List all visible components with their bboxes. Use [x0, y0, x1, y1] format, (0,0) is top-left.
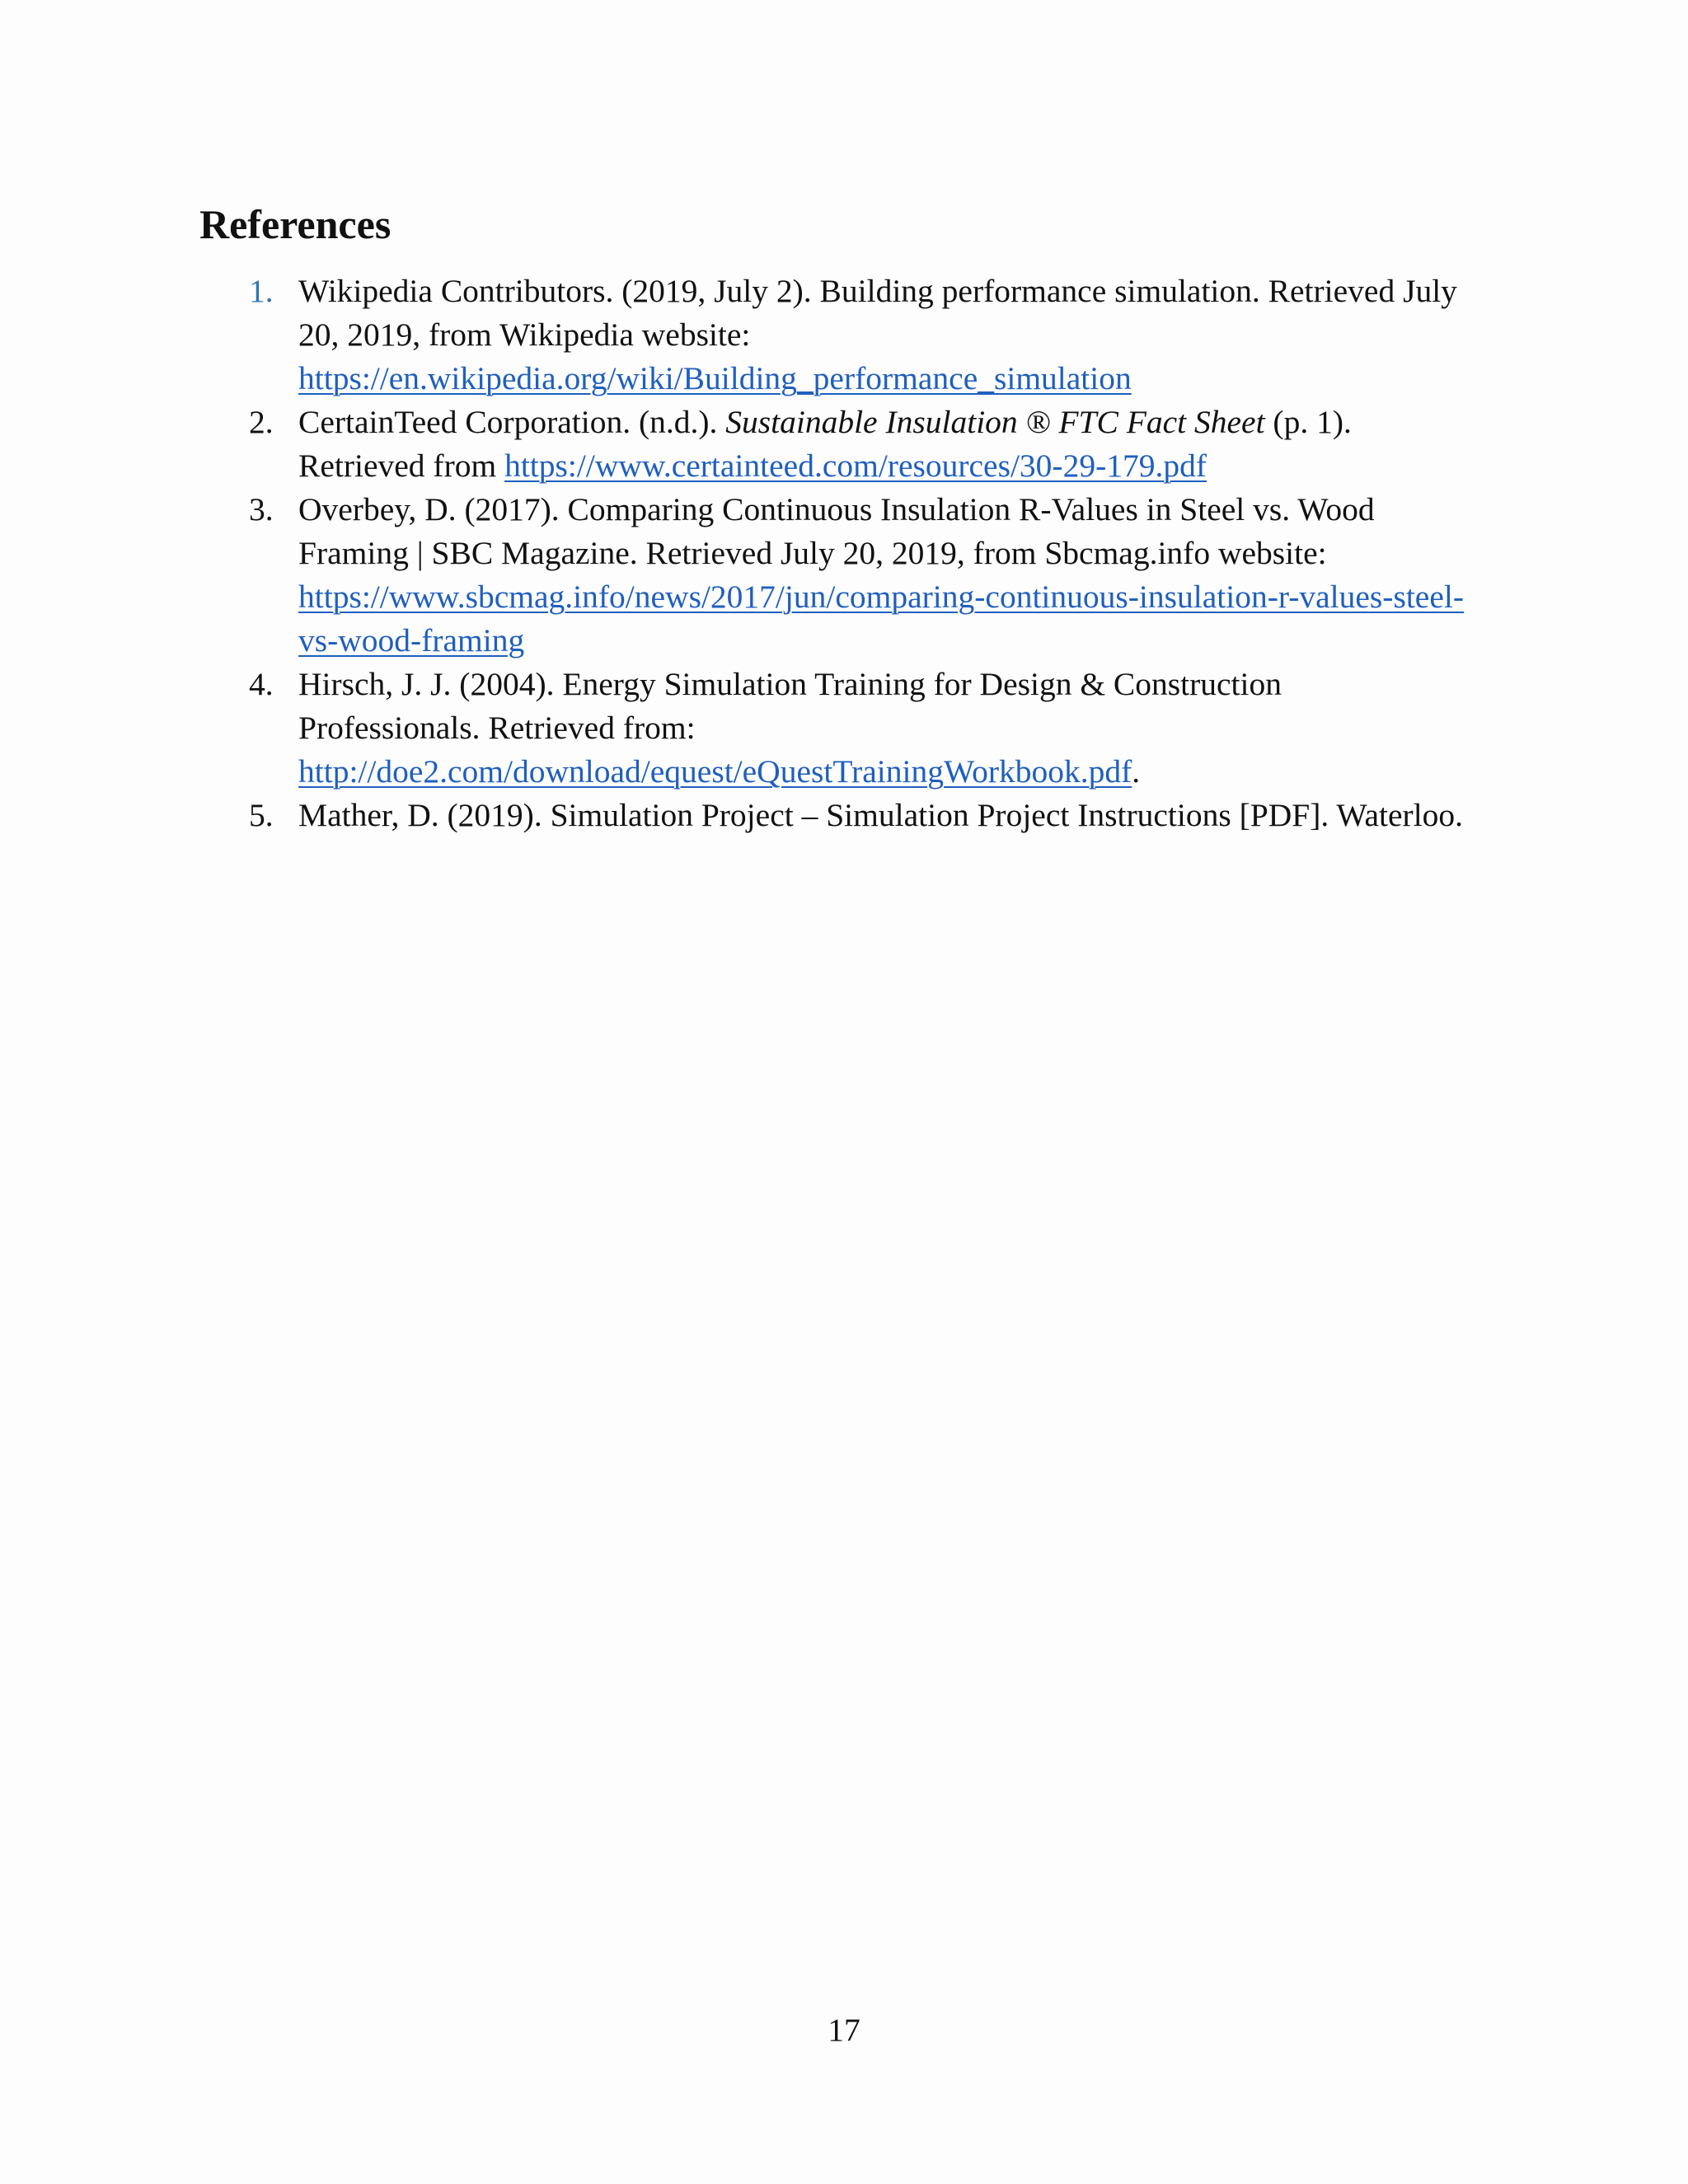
reference-line: Wikipedia Contributors. (2019, July 2). Building performance simulation. Retrieved July [298, 273, 1457, 309]
reference-item-3 [0, 488, 1688, 663]
reference-link-line [298, 750, 1518, 794]
reference-author-text: CertainTeed Corporation. (n.d.). [298, 404, 726, 440]
reference-number: 3. [249, 491, 274, 527]
reference-line [298, 444, 1518, 488]
reference-text [298, 269, 1518, 401]
reference-retrieved-text: Retrieved from [298, 448, 505, 484]
reference-link-line [298, 619, 1518, 663]
reference-item-5 [0, 794, 1688, 837]
reference-link-certainteed[interactable]: https://www.certainteed.com/resources/30-29-179.pdf [504, 448, 1207, 484]
reference-link-sbcmag-part2[interactable]: vs-wood-framing [298, 622, 525, 658]
reference-line: Hirsch, J. J. (2004). Energy Simulation Training for Design & Construction [298, 666, 1282, 702]
reference-item-4 [0, 663, 1688, 794]
reference-period: . [1132, 753, 1141, 790]
reference-link-doe2[interactable]: http://doe2.com/download/equest/eQuestTrainingWorkbook.pdf [298, 753, 1132, 790]
references-list [0, 269, 1688, 837]
reference-text [298, 663, 1518, 794]
reference-link-sbcmag-part1[interactable]: https://www.sbcmag.info/news/2017/jun/comparing-continuous-insulation-r-values-steel- [298, 579, 1464, 615]
page-number: 17 [828, 2012, 860, 2048]
reference-title-italic: Sustainable Insulation ® FTC Fact Sheet [725, 404, 1265, 440]
reference-link-line [298, 357, 1518, 401]
reference-line: Mather, D. (2019). Simulation Project – Simulation Project Instructions [PDF]. Waterloo. [298, 797, 1464, 833]
references-heading: References [199, 201, 392, 247]
reference-number: 5. [249, 797, 274, 833]
reference-link-wikipedia[interactable]: https://en.wikipedia.org/wiki/Building_performance_simulation [298, 360, 1132, 396]
reference-page-text: (p. 1). [1264, 404, 1352, 440]
reference-text [298, 794, 1518, 837]
reference-number: 1. [249, 273, 274, 309]
reference-text [298, 488, 1518, 663]
reference-number: 4. [249, 666, 274, 702]
reference-line [298, 401, 1518, 444]
reference-text [298, 401, 1518, 488]
reference-line: Overbey, D. (2017). Comparing Continuous Insulation R-Values in Steel vs. Wood [298, 491, 1375, 527]
reference-item-2 [0, 401, 1688, 488]
reference-link-line [298, 575, 1518, 619]
reference-line: Framing | SBC Magazine. Retrieved July 20, 2019, from Sbcmag.info website: [298, 535, 1327, 571]
reference-line: Professionals. Retrieved from: [298, 710, 696, 746]
reference-number: 2. [249, 404, 274, 440]
reference-item-1 [0, 269, 1688, 401]
reference-line: 20, 2019, from Wikipedia website: [298, 316, 751, 353]
